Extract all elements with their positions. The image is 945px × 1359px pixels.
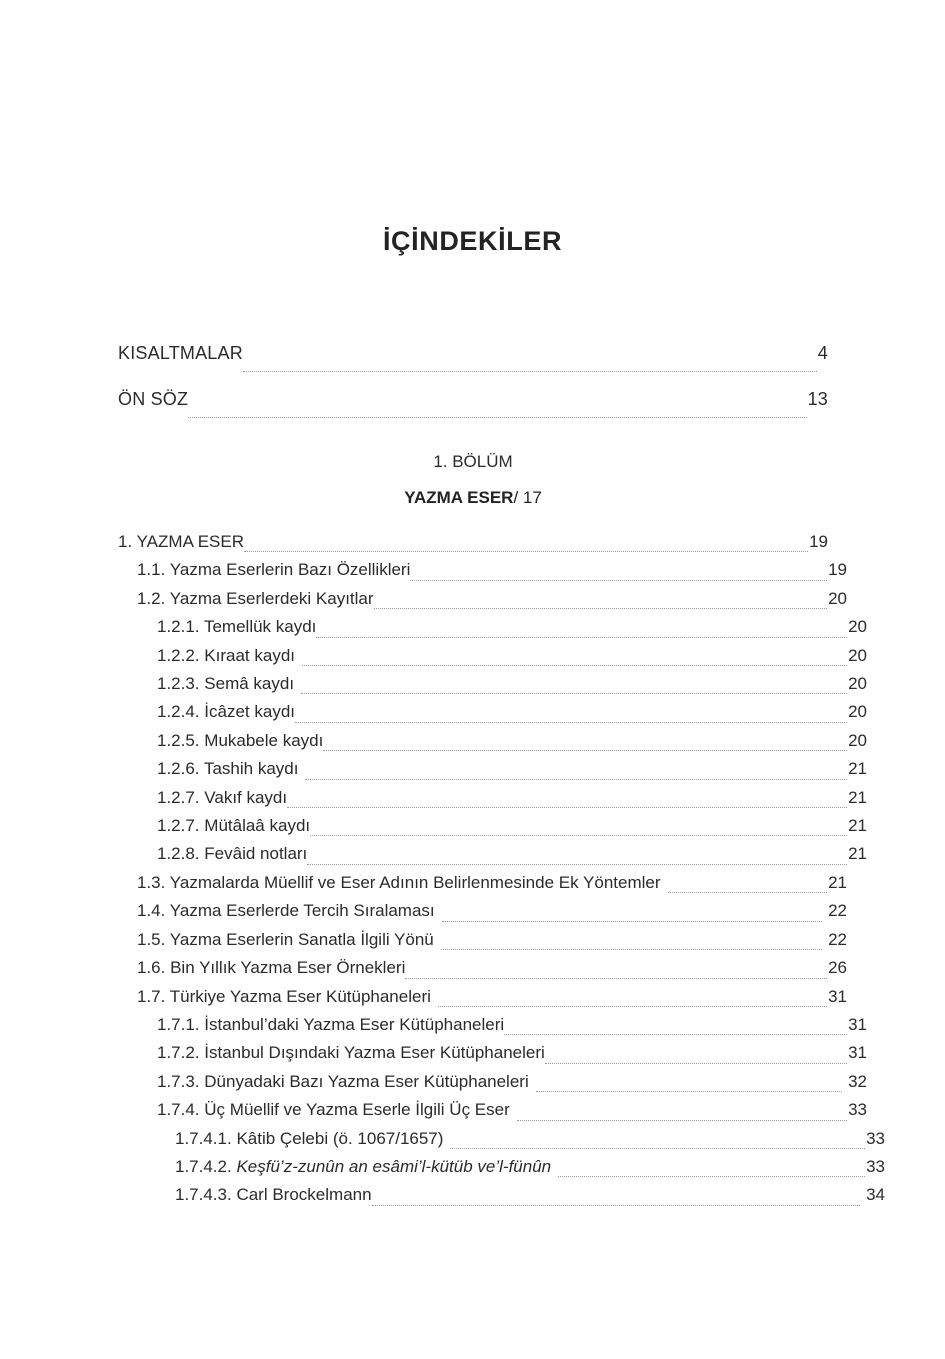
toc-entry-page: 31 bbox=[848, 1014, 867, 1034]
chapter-number: 1. BÖLÜM bbox=[433, 452, 513, 471]
chapter-start-page: / 17 bbox=[513, 488, 542, 507]
dot-leader bbox=[302, 653, 847, 670]
toc-entry-page: 21 bbox=[848, 816, 867, 836]
toc-entry[interactable] bbox=[118, 556, 847, 584]
toc-entry-number: 1.7.4.1. bbox=[175, 1128, 232, 1148]
toc-entry-page: 33 bbox=[848, 1100, 867, 1120]
toc-entry-text: Mukabele kaydı bbox=[204, 730, 324, 750]
toc-entry-number: 1.7.1. bbox=[157, 1014, 200, 1034]
toc-entry-text: Yazma Eserlerdeki Kayıtlar bbox=[169, 588, 374, 608]
toc-entry-label bbox=[157, 755, 298, 783]
dot-leader bbox=[558, 1164, 865, 1181]
toc-entry-text: İstanbul Dışındaki Yazma Eser Kütüphaneleri bbox=[204, 1043, 545, 1063]
toc-entry[interactable] bbox=[118, 528, 828, 556]
toc-entry-page: 20 bbox=[848, 674, 867, 694]
toc-entry-number: 1.2.7. bbox=[157, 787, 200, 807]
toc-entry-number: 1.5. bbox=[137, 929, 166, 949]
dot-leader bbox=[438, 994, 827, 1011]
toc-entry-page: 21 bbox=[848, 787, 867, 807]
toc-entry-page: 20 bbox=[848, 617, 867, 637]
toc-entry-label bbox=[157, 840, 307, 868]
toc-entry-label bbox=[157, 613, 316, 641]
toc-entry-number: 1.7.4.3. bbox=[175, 1185, 232, 1205]
toc-entry-text: Yazma Eserlerin Sanatla İlgili Yönü bbox=[169, 929, 434, 949]
dot-leader bbox=[323, 738, 847, 755]
toc-entry-page: 20 bbox=[848, 645, 867, 665]
toc-entry-text: Kâtib Çelebi (ö. 1067/1657) bbox=[236, 1128, 444, 1148]
toc-entry[interactable] bbox=[118, 897, 847, 925]
toc-entry-number: 1.2.7. bbox=[157, 816, 200, 836]
toc-entry-label bbox=[137, 869, 661, 897]
dot-leader bbox=[441, 937, 822, 954]
toc-entry-label bbox=[137, 926, 434, 954]
front-matter-list bbox=[118, 330, 828, 422]
toc-entry-label bbox=[157, 784, 287, 812]
toc-entry[interactable] bbox=[118, 1011, 867, 1039]
toc-entry-page: 22 bbox=[828, 901, 847, 921]
toc-entry-page: 31 bbox=[828, 986, 847, 1006]
toc-entry-list bbox=[118, 528, 885, 1210]
toc-entry-label bbox=[157, 670, 294, 698]
toc-entry-text: Yazma Eserlerin Bazı Özellikleri bbox=[169, 560, 411, 580]
toc-entry-number: 1.7. bbox=[137, 986, 166, 1006]
toc-entry[interactable] bbox=[118, 1153, 885, 1181]
toc-entry-number: 1.2. bbox=[137, 588, 166, 608]
toc-entry-page: 26 bbox=[828, 958, 847, 978]
toc-entry-label bbox=[157, 1068, 529, 1096]
toc-entry-page: 19 bbox=[828, 560, 847, 580]
toc-entry-number: 1.3. bbox=[137, 872, 166, 892]
toc-entry-number: 1. bbox=[118, 532, 133, 551]
dot-leader bbox=[442, 909, 822, 926]
dot-leader bbox=[536, 1079, 842, 1096]
toc-entry-number: 1.2.3. bbox=[157, 674, 200, 694]
toc-entry-page: 4 bbox=[817, 343, 828, 363]
toc-entry-label bbox=[157, 1039, 545, 1067]
toc-entry-label bbox=[157, 812, 310, 840]
toc-entry[interactable] bbox=[118, 1125, 885, 1153]
dot-leader bbox=[307, 852, 847, 869]
toc-entry-label bbox=[175, 1153, 551, 1181]
toc-entry[interactable] bbox=[118, 1068, 867, 1096]
dot-leader bbox=[316, 625, 847, 642]
dot-leader bbox=[287, 795, 847, 812]
toc-entry-number: 1.4. bbox=[137, 901, 166, 921]
dot-leader bbox=[301, 681, 847, 698]
toc-entry[interactable] bbox=[118, 755, 867, 783]
toc-entry[interactable] bbox=[118, 1181, 885, 1209]
toc-entry-number: 1.7.4.2. bbox=[175, 1156, 232, 1176]
toc-entry-text: Carl Brockelmann bbox=[236, 1185, 372, 1205]
toc-entry[interactable] bbox=[118, 613, 867, 641]
toc-entry-text: Mütâlaâ kaydı bbox=[204, 816, 311, 836]
toc-entry[interactable] bbox=[118, 670, 867, 698]
toc-entry-label bbox=[137, 585, 374, 613]
toc-entry-label: KISALTMALAR bbox=[118, 343, 243, 363]
toc-entry-page: 33 bbox=[866, 1128, 885, 1148]
toc-entry-text: İcâzet kaydı bbox=[204, 702, 295, 722]
chapter-title-text: YAZMA ESER bbox=[404, 488, 514, 507]
toc-content bbox=[118, 330, 885, 1210]
toc-entry[interactable] bbox=[118, 954, 847, 982]
dot-leader bbox=[305, 767, 847, 784]
toc-entry-label bbox=[157, 727, 323, 755]
dot-leader bbox=[243, 358, 817, 376]
page-title: İÇİNDEKİLER bbox=[382, 226, 563, 256]
toc-entry-number: 1.6. bbox=[137, 958, 166, 978]
toc-entry-label bbox=[157, 1096, 510, 1124]
toc-entry-text: YAZMA ESER bbox=[136, 532, 244, 551]
dot-leader bbox=[310, 823, 847, 840]
toc-entry[interactable] bbox=[118, 840, 867, 868]
toc-entry[interactable] bbox=[118, 1096, 867, 1124]
toc-entry-page: 32 bbox=[848, 1071, 867, 1091]
toc-entry-text: Tashih kaydı bbox=[203, 759, 299, 779]
toc-entry[interactable] bbox=[118, 330, 828, 376]
toc-entry[interactable] bbox=[118, 585, 847, 613]
toc-entry[interactable] bbox=[118, 812, 867, 840]
toc-entry-label bbox=[137, 983, 431, 1011]
toc-entry-text: Semâ kaydı bbox=[204, 674, 295, 694]
toc-entry-label bbox=[175, 1181, 372, 1209]
toc-entry-page: 13 bbox=[807, 389, 828, 409]
toc-entry[interactable] bbox=[118, 869, 847, 897]
dot-leader bbox=[295, 710, 847, 727]
toc-entry-text: Üç Müellif ve Yazma Eserle İlgili Üç Eser bbox=[204, 1100, 510, 1120]
toc-entry-page: 21 bbox=[828, 872, 847, 892]
dot-leader bbox=[545, 1051, 847, 1068]
toc-entry-number: 1.2.1. bbox=[157, 617, 200, 637]
toc-entry-number: 1.7.3. bbox=[157, 1071, 200, 1091]
chapter-heading bbox=[118, 453, 828, 506]
toc-entry-number: 1.2.4. bbox=[157, 702, 200, 722]
toc-entry-label bbox=[157, 698, 295, 726]
toc-entry-page: 21 bbox=[848, 844, 867, 864]
toc-entry[interactable] bbox=[118, 642, 867, 670]
toc-entry[interactable] bbox=[118, 784, 867, 812]
dot-leader bbox=[668, 880, 828, 897]
dot-leader bbox=[450, 1136, 865, 1153]
toc-entry-page: 22 bbox=[828, 929, 847, 949]
toc-entry[interactable] bbox=[118, 1039, 867, 1067]
toc-entry-text: Keşfü’z-zunûn an esâmi’l-kütüb ve’l-fünûn bbox=[236, 1156, 552, 1176]
dot-leader bbox=[517, 1108, 847, 1125]
toc-entry-text: Türkiye Yazma Eser Kütüphaneleri bbox=[169, 986, 431, 1006]
toc-entry-label bbox=[137, 954, 405, 982]
dot-leader bbox=[405, 966, 827, 983]
toc-entry-label bbox=[137, 897, 435, 925]
toc-entry-page: 21 bbox=[848, 759, 867, 779]
toc-entry[interactable] bbox=[118, 376, 828, 422]
dot-leader bbox=[244, 539, 808, 556]
dot-leader bbox=[188, 404, 806, 422]
toc-entry[interactable] bbox=[118, 926, 847, 954]
dot-leader bbox=[372, 1193, 861, 1210]
dot-leader bbox=[504, 1022, 847, 1039]
toc-entry-text: Bin Yıllık Yazma Eser Örnekleri bbox=[170, 958, 406, 978]
toc-entry-label bbox=[118, 528, 244, 556]
toc-entry-label bbox=[157, 642, 295, 670]
toc-entry-label bbox=[157, 1011, 504, 1039]
toc-entry-number: 1.2.6. bbox=[157, 759, 200, 779]
toc-entry-text: Dünyadaki Bazı Yazma Eser Kütüphaneleri bbox=[204, 1071, 529, 1091]
toc-entry-page: 19 bbox=[809, 532, 828, 551]
toc-entry-number: 1.1. bbox=[137, 560, 166, 580]
toc-entry-page: 33 bbox=[866, 1156, 885, 1176]
dot-leader bbox=[374, 596, 828, 613]
toc-entry-text: Yazma Eserlerde Tercih Sıralaması bbox=[169, 901, 435, 921]
toc-entry[interactable] bbox=[118, 727, 867, 755]
toc-entry-text: Temellük kaydı bbox=[203, 617, 317, 637]
toc-entry-page: 31 bbox=[848, 1043, 867, 1063]
toc-entry-text: Vakıf kaydı bbox=[204, 787, 288, 807]
toc-entry[interactable] bbox=[118, 983, 847, 1011]
toc-entry-label bbox=[175, 1125, 443, 1153]
toc-entry-label bbox=[137, 556, 410, 584]
toc-entry-text: Yazmalarda Müellif ve Eser Adının Belirlenmesinde Ek Yöntemler bbox=[169, 872, 661, 892]
toc-entry-number: 1.2.8. bbox=[157, 844, 200, 864]
toc-entry-label: ÖN SÖZ bbox=[118, 389, 189, 409]
toc-entry-page: 20 bbox=[828, 588, 847, 608]
toc-entry-number: 1.7.4. bbox=[157, 1100, 200, 1120]
toc-entry-number: 1.7.2. bbox=[157, 1043, 200, 1063]
toc-entry[interactable] bbox=[118, 698, 867, 726]
toc-entry-number: 1.2.5. bbox=[157, 730, 200, 750]
toc-entry-text: Kıraat kaydı bbox=[204, 645, 295, 665]
toc-entry-page: 20 bbox=[848, 702, 867, 722]
toc-entry-text: İstanbul’daki Yazma Eser Kütüphaneleri bbox=[204, 1014, 505, 1034]
toc-entry-page: 34 bbox=[866, 1185, 885, 1205]
toc-entry-number: 1.2.2. bbox=[157, 645, 200, 665]
dot-leader bbox=[410, 568, 827, 585]
toc-entry-page: 20 bbox=[848, 730, 867, 750]
chapter-title bbox=[118, 489, 828, 506]
toc-entry-text: Fevâid notları bbox=[204, 844, 308, 864]
